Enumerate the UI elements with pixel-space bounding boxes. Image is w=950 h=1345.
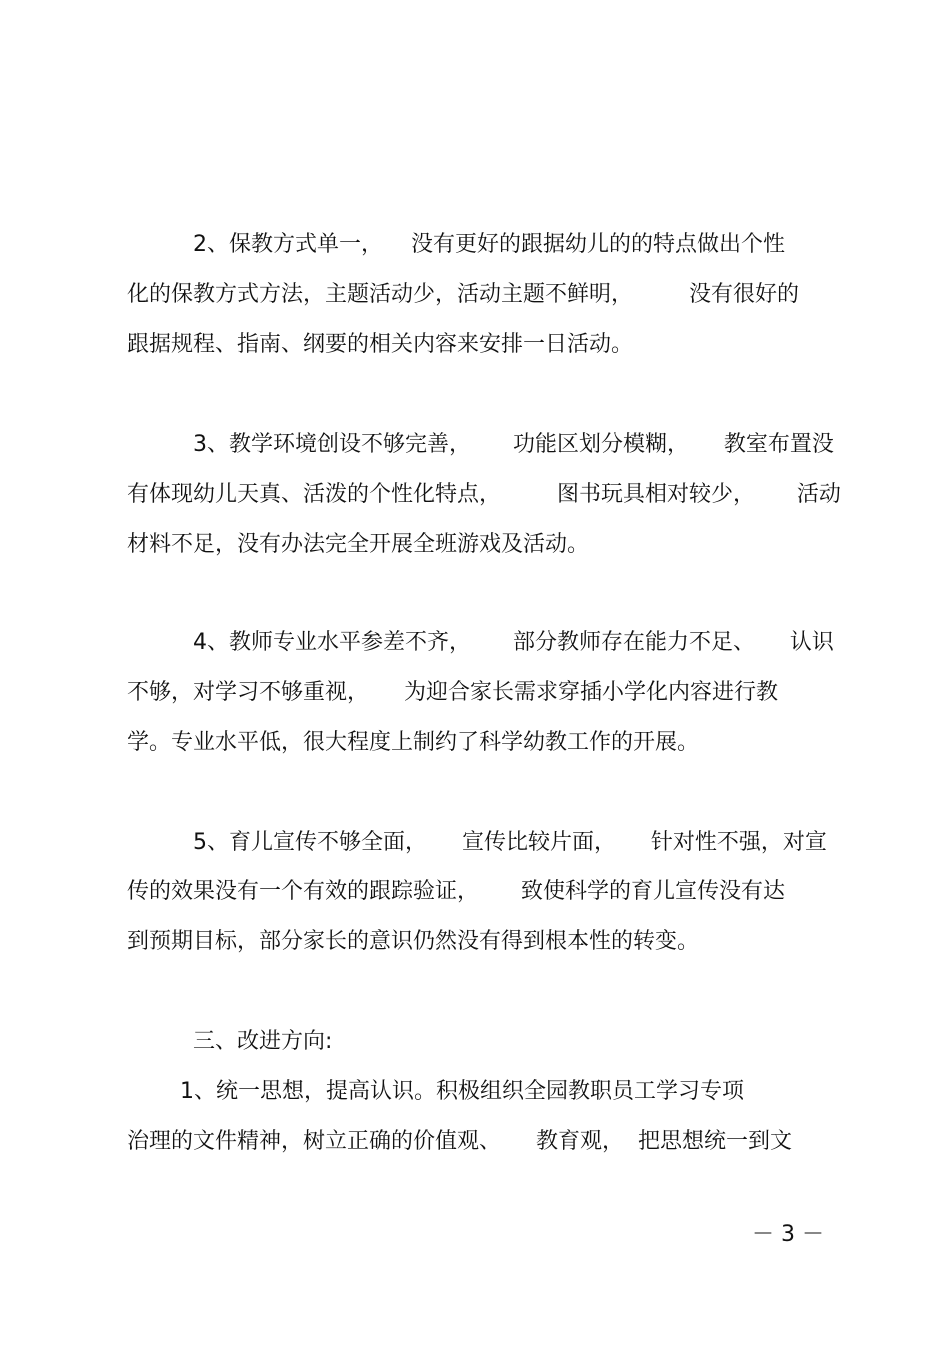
section-heading: 三、改进方向: xyxy=(193,1029,333,1054)
paragraph-3-line-3: 材料不足，没有办法完全开展全班游戏及活动。 xyxy=(127,532,590,557)
paragraph-5-line-3: 到预期目标，部分家长的意识仍然没有得到根本性的转变。 xyxy=(127,929,700,954)
paragraph-3-line-2: 有体现幼儿天真、活泼的个性化特点， 图书玩具相对较少， 活动 xyxy=(127,482,841,507)
paragraph-2-line-1: 2、保教方式单一， 没有更好的跟据幼儿的的特点做出个性 xyxy=(193,232,785,257)
paragraph-3-line-1: 3、教学环境创设不够完善， 功能区划分模糊， 教室布置没 xyxy=(193,432,834,457)
paragraph-4-line-2: 不够，对学习不够重视， 为迎合家长需求穿插小学化内容进行教 xyxy=(127,680,778,705)
paragraph-2-line-2: 化的保教方式方法，主题活动少，活动主题不鲜明， 没有很好的 xyxy=(127,282,799,307)
item-1-line-2: 治理的文件精神，树立正确的价值观、 教育观， 把思想统一到文 xyxy=(127,1129,792,1154)
page-number: － 3 － xyxy=(752,1222,824,1247)
item-1-line-1: 1、统一思想，提高认识。积极组织全园教职员工学习专项 xyxy=(180,1079,744,1104)
paragraph-5-line-2: 传的效果没有一个有效的跟踪验证， 致使科学的育儿宣传没有达 xyxy=(127,879,785,904)
paragraph-4-line-1: 4、教师专业水平参差不齐， 部分教师存在能力不足、 认识 xyxy=(193,630,834,655)
paragraph-5-line-1: 5、育儿宣传不够全面， 宣传比较片面， 针对性不强，对宣 xyxy=(193,830,827,855)
paragraph-4-line-3: 学。专业水平低，很大程度上制约了科学幼教工作的开展。 xyxy=(127,730,700,755)
paragraph-2-line-3: 跟据规程、指南、纲要的相关内容来安排一日活动。 xyxy=(127,332,634,357)
